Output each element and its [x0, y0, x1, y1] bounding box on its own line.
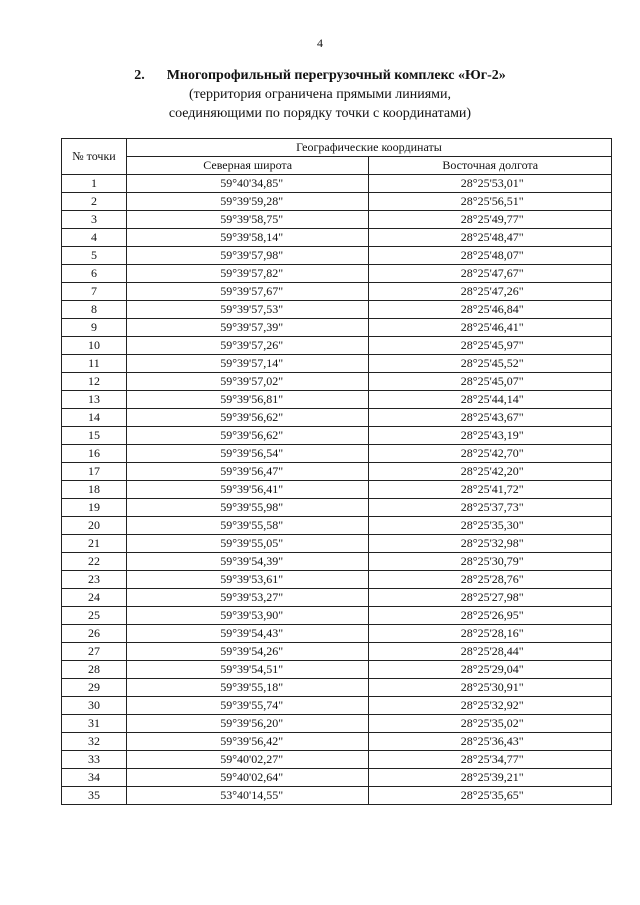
latitude-cell: 59°39'55,58" [126, 517, 369, 535]
point-number-cell: 34 [62, 769, 127, 787]
longitude-cell: 28°25'43,19" [369, 427, 612, 445]
latitude-cell: 59°40'02,64" [126, 769, 369, 787]
latitude-cell: 59°39'53,61" [126, 571, 369, 589]
point-number-cell: 32 [62, 733, 127, 751]
latitude-cell: 59°39'54,51" [126, 661, 369, 679]
table-row [62, 175, 612, 193]
longitude-cell: 28°25'30,91" [369, 679, 612, 697]
latitude-cell: 59°39'55,74" [126, 697, 369, 715]
table-row [62, 247, 612, 265]
table-row [62, 193, 612, 211]
point-number-cell: 19 [62, 499, 127, 517]
latitude-cell: 59°39'57,26" [126, 337, 369, 355]
header-east-longitude: Восточная долгота [369, 157, 612, 175]
point-number-cell: 4 [62, 229, 127, 247]
longitude-cell: 28°25'46,84" [369, 301, 612, 319]
longitude-cell: 28°25'28,44" [369, 643, 612, 661]
table-row [62, 625, 612, 643]
table-row [62, 481, 612, 499]
longitude-cell: 28°25'26,95" [369, 607, 612, 625]
longitude-cell: 28°25'28,76" [369, 571, 612, 589]
section-title: Многопрофильный перегрузочный комплекс «Юг-2» [166, 68, 506, 83]
table-row [62, 553, 612, 571]
table-row [62, 643, 612, 661]
longitude-cell: 28°25'37,73" [369, 499, 612, 517]
coordinates-table [61, 138, 612, 805]
table-row [62, 571, 612, 589]
longitude-cell: 28°25'32,98" [369, 535, 612, 553]
latitude-cell: 59°39'54,43" [126, 625, 369, 643]
latitude-cell: 59°39'56,20" [126, 715, 369, 733]
table-row [62, 319, 612, 337]
table-row [62, 715, 612, 733]
longitude-cell: 28°25'44,14" [369, 391, 612, 409]
longitude-cell: 28°25'53,01" [369, 175, 612, 193]
table-row [62, 535, 612, 553]
table-row [62, 391, 612, 409]
latitude-cell: 59°39'54,39" [126, 553, 369, 571]
point-number-cell: 24 [62, 589, 127, 607]
latitude-cell: 59°39'58,14" [126, 229, 369, 247]
latitude-cell: 59°39'57,39" [126, 319, 369, 337]
latitude-cell: 59°39'56,47" [126, 463, 369, 481]
point-number-cell: 2 [62, 193, 127, 211]
latitude-cell: 59°39'53,90" [126, 607, 369, 625]
longitude-cell: 28°25'28,16" [369, 625, 612, 643]
point-number-cell: 15 [62, 427, 127, 445]
longitude-cell: 28°25'46,41" [369, 319, 612, 337]
coordinates-rows [62, 175, 612, 805]
table-row [62, 337, 612, 355]
latitude-cell: 53°40'14,55" [126, 787, 369, 805]
table-row [62, 751, 612, 769]
latitude-cell: 59°39'56,41" [126, 481, 369, 499]
latitude-cell: 59°39'56,62" [126, 409, 369, 427]
point-number-cell: 26 [62, 625, 127, 643]
longitude-cell: 28°25'43,67" [369, 409, 612, 427]
point-number-cell: 3 [62, 211, 127, 229]
table-row [62, 679, 612, 697]
point-number-cell: 28 [62, 661, 127, 679]
longitude-cell: 28°25'35,02" [369, 715, 612, 733]
table-row [62, 301, 612, 319]
latitude-cell: 59°39'54,26" [126, 643, 369, 661]
point-number-cell: 33 [62, 751, 127, 769]
latitude-cell: 59°40'02,27" [126, 751, 369, 769]
table-row [62, 265, 612, 283]
latitude-cell: 59°39'57,53" [126, 301, 369, 319]
point-number-cell: 16 [62, 445, 127, 463]
table-row [62, 769, 612, 787]
point-number-cell: 29 [62, 679, 127, 697]
latitude-cell: 59°39'57,82" [126, 265, 369, 283]
longitude-cell: 28°25'42,70" [369, 445, 612, 463]
table-row [62, 427, 612, 445]
table-row [62, 607, 612, 625]
table-row [62, 373, 612, 391]
latitude-cell: 59°39'59,28" [126, 193, 369, 211]
longitude-cell: 28°25'41,72" [369, 481, 612, 499]
latitude-cell: 59°39'57,67" [126, 283, 369, 301]
point-number-cell: 18 [62, 481, 127, 499]
point-number-cell: 20 [62, 517, 127, 535]
latitude-cell: 59°40'34,85" [126, 175, 369, 193]
longitude-cell: 28°25'45,52" [369, 355, 612, 373]
latitude-cell: 59°39'56,42" [126, 733, 369, 751]
point-number-cell: 17 [62, 463, 127, 481]
table-row [62, 229, 612, 247]
point-number-cell: 22 [62, 553, 127, 571]
longitude-cell: 28°25'47,26" [369, 283, 612, 301]
point-number-cell: 27 [62, 643, 127, 661]
longitude-cell: 28°25'36,43" [369, 733, 612, 751]
point-number-cell: 5 [62, 247, 127, 265]
longitude-cell: 28°25'48,07" [369, 247, 612, 265]
table-row [62, 661, 612, 679]
section-subtitle-line2: соединяющими по порядку точки с координатами) [168, 106, 472, 121]
section-number: 2. [134, 68, 145, 83]
latitude-cell: 59°39'58,75" [126, 211, 369, 229]
point-number-cell: 13 [62, 391, 127, 409]
longitude-cell: 28°25'49,77" [369, 211, 612, 229]
section-subtitle-line1: (территория ограничена прямыми линиями, [188, 87, 452, 102]
point-number-cell: 21 [62, 535, 127, 553]
longitude-cell: 28°25'48,47" [369, 229, 612, 247]
longitude-cell: 28°25'30,79" [369, 553, 612, 571]
header-point-number: № точки [62, 139, 127, 175]
longitude-cell: 28°25'42,20" [369, 463, 612, 481]
longitude-cell: 28°25'45,97" [369, 337, 612, 355]
point-number-cell: 25 [62, 607, 127, 625]
point-number-cell: 23 [62, 571, 127, 589]
point-number-cell: 35 [62, 787, 127, 805]
point-number-cell: 8 [62, 301, 127, 319]
table-row [62, 409, 612, 427]
longitude-cell: 28°25'45,07" [369, 373, 612, 391]
longitude-cell: 28°25'47,67" [369, 265, 612, 283]
latitude-cell: 59°39'55,05" [126, 535, 369, 553]
table-row [62, 787, 612, 805]
latitude-cell: 59°39'56,54" [126, 445, 369, 463]
point-number-cell: 31 [62, 715, 127, 733]
longitude-cell: 28°25'35,30" [369, 517, 612, 535]
table-row [62, 589, 612, 607]
longitude-cell: 28°25'29,04" [369, 661, 612, 679]
point-number-cell: 10 [62, 337, 127, 355]
point-number-cell: 12 [62, 373, 127, 391]
latitude-cell: 59°39'57,98" [126, 247, 369, 265]
latitude-cell: 59°39'53,27" [126, 589, 369, 607]
longitude-cell: 28°25'34,77" [369, 751, 612, 769]
point-number-cell: 6 [62, 265, 127, 283]
longitude-cell: 28°25'32,92" [369, 697, 612, 715]
point-number-cell: 1 [62, 175, 127, 193]
latitude-cell: 59°39'57,14" [126, 355, 369, 373]
section-heading [0, 66, 640, 123]
table-row [62, 283, 612, 301]
page-number: 4 [317, 36, 323, 50]
latitude-cell: 59°39'55,98" [126, 499, 369, 517]
latitude-cell: 59°39'56,62" [126, 427, 369, 445]
table-row [62, 211, 612, 229]
header-geo-coordinates: Географические координаты [126, 139, 611, 157]
longitude-cell: 28°25'27,98" [369, 589, 612, 607]
latitude-cell: 59°39'57,02" [126, 373, 369, 391]
point-number-cell: 9 [62, 319, 127, 337]
section-title-line [0, 66, 640, 85]
point-number-cell: 7 [62, 283, 127, 301]
point-number-cell: 11 [62, 355, 127, 373]
latitude-cell: 59°39'55,18" [126, 679, 369, 697]
latitude-cell: 59°39'56,81" [126, 391, 369, 409]
table-row [62, 733, 612, 751]
table-row [62, 445, 612, 463]
table-row [62, 697, 612, 715]
point-number-cell: 30 [62, 697, 127, 715]
table-row [62, 355, 612, 373]
longitude-cell: 28°25'39,21" [369, 769, 612, 787]
point-number-cell: 14 [62, 409, 127, 427]
table-row [62, 463, 612, 481]
table-row [62, 499, 612, 517]
longitude-cell: 28°25'35,65" [369, 787, 612, 805]
header-north-latitude: Северная широта [126, 157, 369, 175]
longitude-cell: 28°25'56,51" [369, 193, 612, 211]
table-row [62, 517, 612, 535]
